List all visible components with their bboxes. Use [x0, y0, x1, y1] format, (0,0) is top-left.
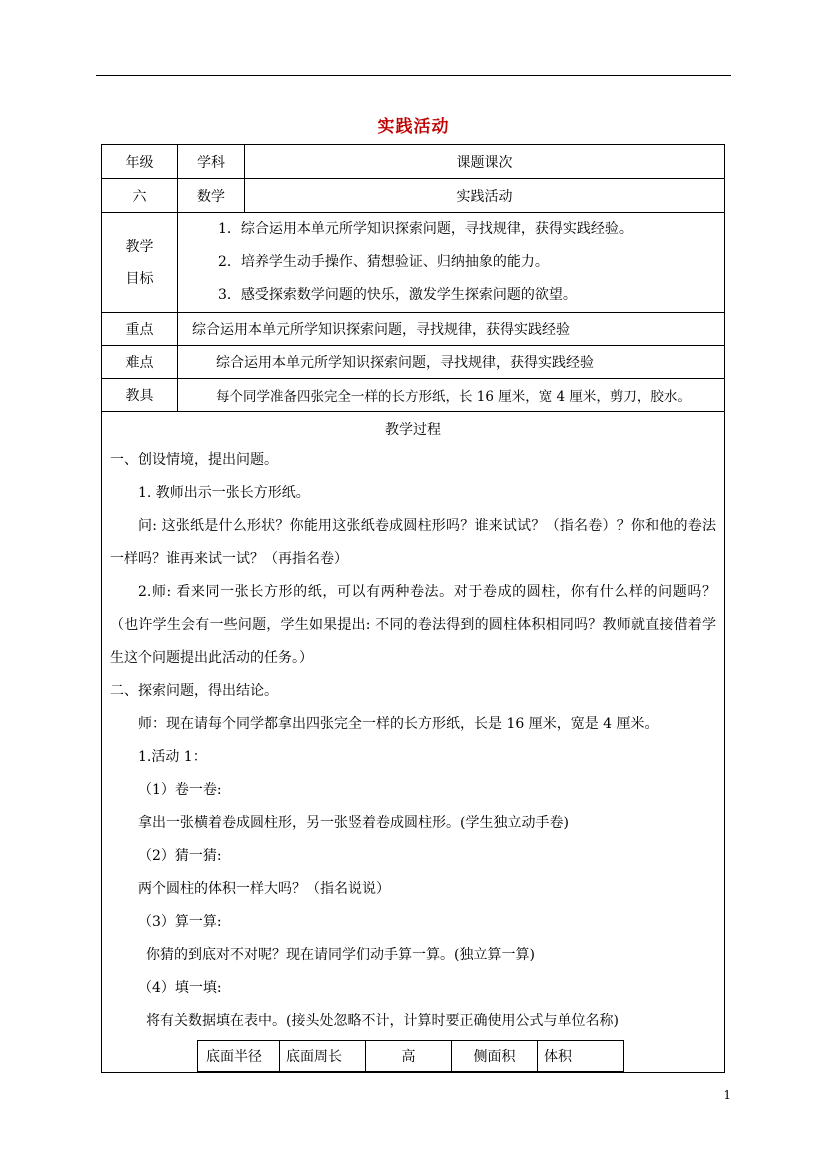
paragraph: 师：现在请每个同学都拿出四张完全一样的长方形纸，长是 16 厘米，宽是 4 厘米。: [138, 716, 659, 732]
data-table-header-row: [198, 1041, 624, 1072]
step-title: （1）卷一卷:: [138, 782, 222, 798]
section-heading: 一、创设情境，提出问题。: [110, 452, 278, 468]
key-point-text: 综合运用本单元所学知识探索问题，寻找规律，获得实践经验: [178, 313, 725, 346]
step-title: （3）算一算:: [138, 914, 222, 930]
key-point-row: [102, 313, 725, 346]
materials-row: [102, 379, 725, 412]
process-content: [102, 412, 725, 1073]
objectives-label-line2: 目标: [125, 270, 154, 287]
step-title: （4）填一填:: [138, 980, 222, 996]
objective-item: 1．综合运用本单元所学知识探索问题，寻找规律，获得实践经验。: [218, 221, 633, 237]
topic-value: 实践活动: [245, 179, 725, 213]
info-row: [102, 179, 725, 213]
subject-header: 学科: [178, 145, 245, 179]
data-table: [197, 1040, 624, 1072]
process-row: [102, 412, 725, 1073]
paragraph: 1. 教师出示一张长方形纸。: [138, 485, 310, 501]
page-number: 1: [723, 1088, 731, 1102]
objective-item: 2．培养学生动手操作、猜想验证、归纳抽象的能力。: [218, 254, 549, 270]
difficulty-text: 综合运用本单元所学知识探索问题，寻找规律，获得实践经验: [178, 346, 725, 379]
step-text: 将有关数据填在表中。(接头处忽略不计，计算时要正确使用公式与单位名称): [146, 1013, 619, 1029]
process-heading: 教学过程: [385, 422, 441, 438]
key-point-label: 重点: [102, 313, 178, 346]
topic-header: 课题课次: [245, 145, 725, 179]
section-heading: 二、探索问题，得出结论。: [110, 683, 278, 699]
objectives-label-line1: 教学: [125, 238, 154, 255]
step-text: 拿出一张横着卷成圆柱形，另一张竖着卷成圆柱形。(学生独立动手卷): [138, 815, 569, 831]
data-table-header: 底面半径: [198, 1041, 280, 1072]
objective-item: 3．感受探索数学问题的快乐，激发学生探索问题的欲望。: [218, 287, 577, 303]
objectives-label: [102, 213, 178, 313]
step-text: 你猜的到底对不对呢？现在请同学们动手算一算。(独立算一算): [146, 947, 535, 963]
paragraph: 问: 这张纸是什么形状？你能用这张纸卷成圆柱形吗？谁来试试？（指名卷）？你和他的卷法一样吗？谁再来试一试？（再指名卷）: [110, 518, 716, 567]
lesson-plan-table: [101, 144, 725, 1073]
step-title: （2）猜一猜:: [138, 848, 222, 864]
objectives-content: [178, 213, 725, 313]
data-table-header: 体积: [538, 1041, 624, 1072]
data-table-header: 底面周长: [280, 1041, 366, 1072]
data-table-header: 高: [366, 1041, 452, 1072]
grade-value: 六: [102, 179, 178, 213]
subject-value: 数学: [178, 179, 245, 213]
activity-heading: 1.活动 1：: [138, 749, 207, 765]
header-rule: [96, 75, 731, 76]
document-title: 实践活动: [377, 117, 450, 137]
grade-header: 年级: [102, 145, 178, 179]
step-text: 两个圆柱的体积一样大吗？（指名说说）: [138, 881, 390, 897]
objectives-row: [102, 213, 725, 313]
materials-text: 每个同学准备四张完全一样的长方形纸，长 16 厘米，宽 4 厘米，剪刀，胶水。: [178, 379, 725, 412]
data-table-header: 侧面积: [452, 1041, 538, 1072]
materials-label: 教具: [102, 379, 178, 412]
header-row: [102, 145, 725, 179]
difficulty-row: [102, 346, 725, 379]
difficulty-label: 难点: [102, 346, 178, 379]
paragraph: 2.师: 看来同一张长方形的纸，可以有两种卷法。对于卷成的圆柱，你有什么样的问题吗？（也许学生会有一些问题，学生如果提出: 不同的卷法得到的圆柱体积相同吗？教师就直接借着学生这个问题提出此活动的任务。）: [110, 584, 716, 666]
